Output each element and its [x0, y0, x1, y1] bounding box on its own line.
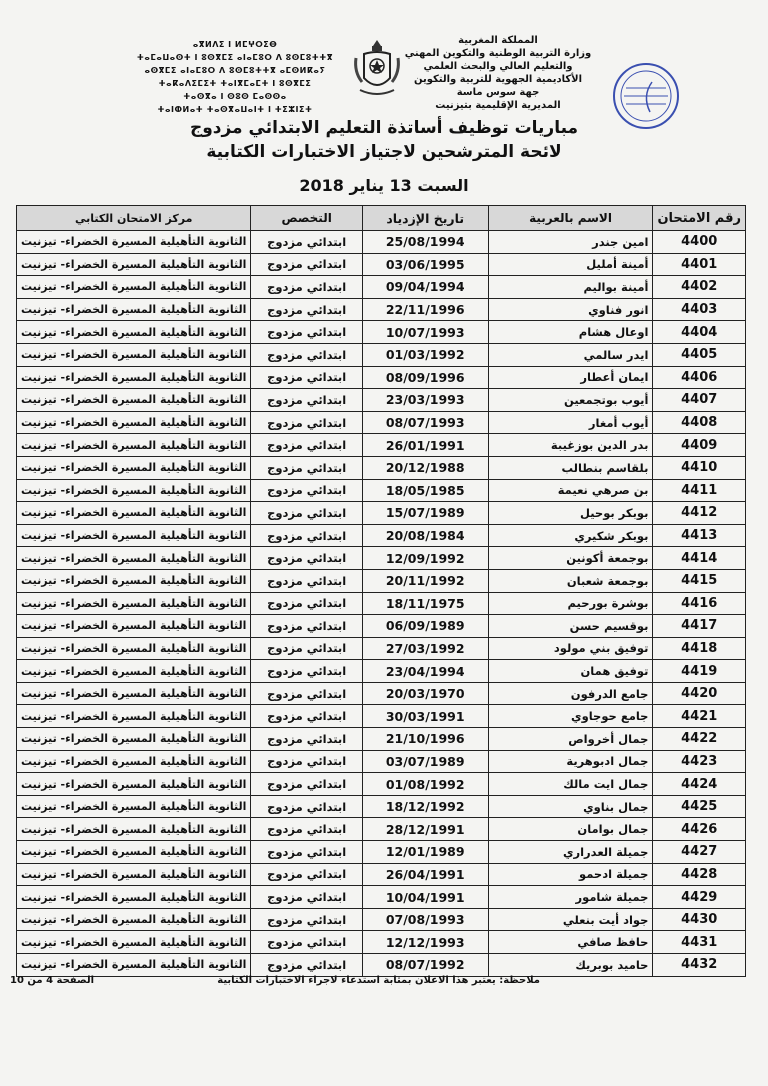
cell-specialty: ابتدائي مزدوج	[251, 682, 362, 705]
cell-specialty: ابتدائي مزدوج	[251, 637, 362, 660]
cell-birth-date: 23/04/1994	[362, 660, 488, 683]
cell-exam-center: الثانوية التأهيلية المسيرة الخضراء- تيزنيت	[17, 795, 251, 818]
cell-birth-date: 09/04/1994	[362, 276, 488, 299]
cell-exam-number: 4415	[653, 569, 746, 592]
table-body	[17, 231, 746, 977]
table-row	[17, 366, 746, 389]
cell-birth-date: 21/10/1996	[362, 728, 488, 751]
cell-exam-number: 4414	[653, 547, 746, 570]
cell-exam-center: الثانوية التأهيلية المسيرة الخضراء- تيزنيت	[17, 411, 251, 434]
cell-specialty: ابتدائي مزدوج	[251, 502, 362, 525]
cell-specialty: ابتدائي مزدوج	[251, 456, 362, 479]
cell-birth-date: 08/07/1992	[362, 954, 488, 977]
cell-exam-number: 4408	[653, 411, 746, 434]
cell-name: جميلة شامور	[488, 886, 653, 909]
cell-exam-center: الثانوية التأهيلية المسيرة الخضراء- تيزنيت	[17, 705, 251, 728]
page-number: الصفحة 4 من 10	[10, 975, 95, 986]
cell-birth-date: 18/12/1992	[362, 795, 488, 818]
cell-name: ايمان أعطار	[488, 366, 653, 389]
cell-specialty: ابتدائي مزدوج	[251, 343, 362, 366]
cell-name: بن صرهي نعيمة	[488, 479, 653, 502]
cell-exam-number: 4406	[653, 366, 746, 389]
cell-name: بوبكر شكيري	[488, 524, 653, 547]
cell-name: جمال أخرواص	[488, 728, 653, 751]
table-row	[17, 660, 746, 683]
table-row	[17, 231, 746, 254]
cell-specialty: ابتدائي مزدوج	[251, 660, 362, 683]
cell-specialty: ابتدائي مزدوج	[251, 389, 362, 412]
table-row	[17, 954, 746, 977]
table-row	[17, 321, 746, 344]
ministry-header-arabic	[388, 34, 608, 112]
cell-exam-center: الثانوية التأهيلية المسيرة الخضراء- تيزنيت	[17, 434, 251, 457]
cell-birth-date: 26/01/1991	[362, 434, 488, 457]
cell-birth-date: 10/04/1991	[362, 886, 488, 909]
table-row	[17, 479, 746, 502]
cell-exam-center: الثانوية التأهيلية المسيرة الخضراء- تيزنيت	[17, 886, 251, 909]
table-row	[17, 411, 746, 434]
cell-exam-center: الثانوية التأهيلية المسيرة الخضراء- تيزنيت	[17, 569, 251, 592]
table-row	[17, 908, 746, 931]
cell-specialty: ابتدائي مزدوج	[251, 321, 362, 344]
cell-birth-date: 03/06/1995	[362, 253, 488, 276]
cell-exam-number: 4420	[653, 682, 746, 705]
cell-exam-center: الثانوية التأهيلية المسيرة الخضراء- تيزنيت	[17, 321, 251, 344]
cell-exam-number: 4425	[653, 795, 746, 818]
cell-name: حاميد بوبريك	[488, 954, 653, 977]
table-row	[17, 818, 746, 841]
cell-specialty: ابتدائي مزدوج	[251, 231, 362, 254]
table-row	[17, 592, 746, 615]
cell-specialty: ابتدائي مزدوج	[251, 841, 362, 864]
cell-name: جمال بوامان	[488, 818, 653, 841]
table-row	[17, 705, 746, 728]
cell-birth-date: 22/11/1996	[362, 298, 488, 321]
cell-exam-number: 4430	[653, 908, 746, 931]
table-row	[17, 276, 746, 299]
table-row	[17, 502, 746, 525]
table-row	[17, 547, 746, 570]
cell-exam-center: الثانوية التأهيلية المسيرة الخضراء- تيزنيت	[17, 773, 251, 796]
cell-birth-date: 20/12/1988	[362, 456, 488, 479]
cell-exam-number: 4403	[653, 298, 746, 321]
cell-specialty: ابتدائي مزدوج	[251, 818, 362, 841]
cell-exam-number: 4410	[653, 456, 746, 479]
document-title: مباريات توظيف أساتذة التعليم الابتدائي مزدوج	[189, 118, 579, 138]
cell-exam-number: 4426	[653, 818, 746, 841]
cell-exam-number: 4427	[653, 841, 746, 864]
moroccan-coat-of-arms-icon	[352, 38, 402, 102]
cell-birth-date: 28/12/1991	[362, 818, 488, 841]
cell-name: جميلة العدراري	[488, 841, 653, 864]
cell-exam-center: الثانوية التأهيلية المسيرة الخضراء- تيزنيت	[17, 615, 251, 638]
footer-note: ملاحظة: يعتبر هذا الاعلان بمثابة استدعاء لاجراء الاختبارات الكتابية	[217, 975, 540, 986]
cell-birth-date: 20/03/1970	[362, 682, 488, 705]
cell-exam-number: 4401	[653, 253, 746, 276]
header-arabic-line: الأكاديمية الجهوية للتربية والتكوين	[413, 74, 583, 85]
cell-birth-date: 26/04/1991	[362, 863, 488, 886]
cell-exam-center: الثانوية التأهيلية المسيرة الخضراء- تيزنيت	[17, 728, 251, 751]
cell-specialty: ابتدائي مزدوج	[251, 524, 362, 547]
table-row	[17, 773, 746, 796]
cell-birth-date: 23/03/1993	[362, 389, 488, 412]
candidates-table-wrapper	[16, 205, 746, 977]
cell-exam-center: الثانوية التأهيلية المسيرة الخضراء- تيزنيت	[17, 592, 251, 615]
cell-specialty: ابتدائي مزدوج	[251, 411, 362, 434]
header-tifinagh-line: ⵜⴰⵏⵀⵍⴰⵜ ⵜⴰⵙⴳⴰⵡⴰⵏⵜ ⵏ ⵜⵉⵣⵏⵉⵜ	[157, 105, 313, 114]
cell-exam-center: الثانوية التأهيلية المسيرة الخضراء- تيزنيت	[17, 253, 251, 276]
cell-birth-date: 25/08/1994	[362, 231, 488, 254]
cell-exam-center: الثانوية التأهيلية المسيرة الخضراء- تيزنيت	[17, 231, 251, 254]
cell-name: جامع حوجاوي	[488, 705, 653, 728]
cell-birth-date: 12/09/1992	[362, 547, 488, 570]
cell-name: ايدر سالمي	[488, 343, 653, 366]
header-arabic-line: والتعليم العالي والبحث العلمي	[423, 61, 573, 72]
cell-specialty: ابتدائي مزدوج	[251, 276, 362, 299]
cell-exam-number: 4419	[653, 660, 746, 683]
cell-exam-center: الثانوية التأهيلية المسيرة الخضراء- تيزنيت	[17, 547, 251, 570]
cell-exam-center: الثانوية التأهيلية المسيرة الخضراء- تيزنيت	[17, 908, 251, 931]
cell-exam-center: الثانوية التأهيلية المسيرة الخضراء- تيزنيت	[17, 298, 251, 321]
cell-exam-number: 4432	[653, 954, 746, 977]
cell-exam-number: 4412	[653, 502, 746, 525]
cell-exam-center: الثانوية التأهيلية المسيرة الخضراء- تيزنيت	[17, 750, 251, 773]
cell-exam-center: الثانوية التأهيلية المسيرة الخضراء- تيزنيت	[17, 524, 251, 547]
table-row	[17, 886, 746, 909]
cell-specialty: ابتدائي مزدوج	[251, 547, 362, 570]
table-row	[17, 434, 746, 457]
cell-birth-date: 07/08/1993	[362, 908, 488, 931]
cell-name: بوقسيم حسن	[488, 615, 653, 638]
table-row	[17, 682, 746, 705]
cell-specialty: ابتدائي مزدوج	[251, 298, 362, 321]
table-row	[17, 728, 746, 751]
cell-name: انور فناوي	[488, 298, 653, 321]
header-arabic-line: وزارة التربية الوطنية والتكوين المهني	[404, 48, 592, 59]
cell-name: جواد أيت بنعلي	[488, 908, 653, 931]
cell-specialty: ابتدائي مزدوج	[251, 366, 362, 389]
cell-exam-center: الثانوية التأهيلية المسيرة الخضراء- تيزنيت	[17, 456, 251, 479]
document-subtitle: لائحة المترشحين لاجتياز الاختبارات الكتابية	[206, 142, 562, 162]
cell-exam-number: 4404	[653, 321, 746, 344]
cell-exam-number: 4424	[653, 773, 746, 796]
cell-exam-number: 4409	[653, 434, 746, 457]
header-tifinagh-line: ⵜⴰⵙⴳⴰ ⵏ ⵙⵓⵙ ⵎⴰⵙⵙⴰ	[183, 92, 287, 101]
cell-exam-center: الثانوية التأهيلية المسيرة الخضراء- تيزنيت	[17, 863, 251, 886]
cell-name: جامع الدرفون	[488, 682, 653, 705]
cell-exam-center: الثانوية التأهيلية المسيرة الخضراء- تيزنيت	[17, 479, 251, 502]
cell-name: اوعال هشام	[488, 321, 653, 344]
cell-exam-number: 4428	[653, 863, 746, 886]
cell-birth-date: 03/07/1989	[362, 750, 488, 773]
cell-birth-date: 08/09/1996	[362, 366, 488, 389]
cell-specialty: ابتدائي مزدوج	[251, 434, 362, 457]
table-row	[17, 569, 746, 592]
cell-name: أيوب بوتجمعين	[488, 389, 653, 412]
table-row	[17, 456, 746, 479]
cell-birth-date: 18/05/1985	[362, 479, 488, 502]
header-specialty: التخصص	[251, 206, 362, 231]
cell-exam-number: 4405	[653, 343, 746, 366]
header-arabic-line: المملكة المغربية	[458, 35, 538, 46]
header-tifinagh-line: ⵜⴰⴽⴰⴷⵉⵎⵉⵜ ⵜⴰⵏⴳⵎⴰⵎⵜ ⵏ ⵓⵙⴳⵎⵉ	[158, 79, 312, 88]
cell-exam-number: 4416	[653, 592, 746, 615]
header-birth-date: تاريخ الإزدياد	[362, 206, 488, 231]
cell-specialty: ابتدائي مزدوج	[251, 615, 362, 638]
cell-exam-center: الثانوية التأهيلية المسيرة الخضراء- تيزنيت	[17, 366, 251, 389]
cell-specialty: ابتدائي مزدوج	[251, 908, 362, 931]
cell-name: جمال ادبوهرية	[488, 750, 653, 773]
cell-name: جميلة ادحمو	[488, 863, 653, 886]
cell-name: بوجمعة أكونين	[488, 547, 653, 570]
cell-exam-number: 4422	[653, 728, 746, 751]
cell-exam-number: 4402	[653, 276, 746, 299]
cell-exam-center: الثانوية التأهيلية المسيرة الخضراء- تيزنيت	[17, 682, 251, 705]
cell-name: توفيق بني مولود	[488, 637, 653, 660]
cell-name: أيوب أمغار	[488, 411, 653, 434]
header-tifinagh-line: ⵜⴰⵎⴰⵡⴰⵙⵜ ⵏ ⵓⵙⴳⵎⵉ ⴰⵏⴰⵎⵓⵔ ⴷ ⵓⵙⵎⵓⵜⵜⴳ	[136, 53, 334, 62]
cell-exam-number: 4417	[653, 615, 746, 638]
cell-specialty: ابتدائي مزدوج	[251, 479, 362, 502]
header-tifinagh-line: ⴰⴳⵍⴷⵉ ⵏ ⵍⵎⵖⵔⵉⴱ	[192, 40, 278, 49]
cell-specialty: ابتدائي مزدوج	[251, 728, 362, 751]
cell-birth-date: 27/03/1992	[362, 637, 488, 660]
cell-specialty: ابتدائي مزدوج	[251, 863, 362, 886]
table-row	[17, 795, 746, 818]
cell-specialty: ابتدائي مزدوج	[251, 592, 362, 615]
header-exam-number: رقم الامتحان	[653, 206, 746, 231]
cell-birth-date: 06/09/1989	[362, 615, 488, 638]
cell-exam-center: الثانوية التأهيلية المسيرة الخضراء- تيزنيت	[17, 502, 251, 525]
cell-birth-date: 08/07/1993	[362, 411, 488, 434]
ministry-header-tifinagh	[120, 38, 350, 116]
cell-birth-date: 12/12/1993	[362, 931, 488, 954]
cell-birth-date: 10/07/1993	[362, 321, 488, 344]
table-row	[17, 637, 746, 660]
cell-exam-number: 4400	[653, 231, 746, 254]
table-row	[17, 750, 746, 773]
cell-exam-center: الثانوية التأهيلية المسيرة الخضراء- تيزنيت	[17, 343, 251, 366]
cell-specialty: ابتدائي مزدوج	[251, 750, 362, 773]
cell-birth-date: 01/03/1992	[362, 343, 488, 366]
header-tifinagh-line: ⴰⵙⴳⵎⵉ ⴰⵏⴰⵎⵓⵔ ⴷ ⵓⵙⵎⵓⵜⵜⴳ ⴰⵎⵙⵍⴽⴰⵢ	[144, 66, 326, 75]
cell-name: جمال ايت مالك	[488, 773, 653, 796]
cell-name: جمال بناوي	[488, 795, 653, 818]
cell-name: بوشرة بورحيم	[488, 592, 653, 615]
table-row	[17, 253, 746, 276]
cell-specialty: ابتدائي مزدوج	[251, 773, 362, 796]
cell-exam-number: 4413	[653, 524, 746, 547]
exam-date: السبت 13 يناير 2018	[299, 176, 469, 195]
cell-exam-center: الثانوية التأهيلية المسيرة الخضراء- تيزنيت	[17, 389, 251, 412]
cell-exam-center: الثانوية التأهيلية المسيرة الخضراء- تيزنيت	[17, 841, 251, 864]
cell-name: بلقاسم بنطالب	[488, 456, 653, 479]
cell-specialty: ابتدائي مزدوج	[251, 795, 362, 818]
cell-birth-date: 01/08/1992	[362, 773, 488, 796]
cell-exam-center: الثانوية التأهيلية المسيرة الخضراء- تيزنيت	[17, 954, 251, 977]
cell-name: حافظ صافي	[488, 931, 653, 954]
cell-exam-number: 4411	[653, 479, 746, 502]
cell-name: أمينة أمليل	[488, 253, 653, 276]
cell-specialty: ابتدائي مزدوج	[251, 253, 362, 276]
cell-specialty: ابتدائي مزدوج	[251, 886, 362, 909]
table-row	[17, 343, 746, 366]
cell-specialty: ابتدائي مزدوج	[251, 931, 362, 954]
cell-exam-center: الثانوية التأهيلية المسيرة الخضراء- تيزنيت	[17, 660, 251, 683]
header-name: الاسم بالعربية	[488, 206, 653, 231]
cell-exam-number: 4429	[653, 886, 746, 909]
cell-exam-number: 4431	[653, 931, 746, 954]
candidates-table	[16, 205, 746, 977]
cell-birth-date: 18/11/1975	[362, 592, 488, 615]
table-row	[17, 389, 746, 412]
cell-exam-center: الثانوية التأهيلية المسيرة الخضراء- تيزنيت	[17, 818, 251, 841]
cell-exam-center: الثانوية التأهيلية المسيرة الخضراء- تيزنيت	[17, 276, 251, 299]
cell-birth-date: 20/11/1992	[362, 569, 488, 592]
cell-exam-center: الثانوية التأهيلية المسيرة الخضراء- تيزنيت	[17, 931, 251, 954]
cell-name: توفيق همان	[488, 660, 653, 683]
table-row	[17, 298, 746, 321]
header-arabic-line: المديرية الإقليمية بتيزنيت	[435, 100, 561, 111]
table-header-row	[17, 206, 746, 231]
cell-name: أمينة بواليم	[488, 276, 653, 299]
cell-exam-number: 4423	[653, 750, 746, 773]
table-row	[17, 863, 746, 886]
header-arabic-line: جهة سوس ماسة	[456, 87, 540, 98]
cell-birth-date: 12/01/1989	[362, 841, 488, 864]
table-row	[17, 931, 746, 954]
cell-name: بدر الدين بوزغيبة	[488, 434, 653, 457]
table-row	[17, 841, 746, 864]
cell-specialty: ابتدائي مزدوج	[251, 705, 362, 728]
header-exam-center: مركز الامتحان الكتابي	[17, 206, 251, 231]
cell-birth-date: 30/03/1991	[362, 705, 488, 728]
cell-exam-number: 4421	[653, 705, 746, 728]
cell-name: امين جندر	[488, 231, 653, 254]
cell-name: بوبكر بوحيل	[488, 502, 653, 525]
table-row	[17, 615, 746, 638]
cell-name: بوجمعة شعبان	[488, 569, 653, 592]
cell-specialty: ابتدائي مزدوج	[251, 954, 362, 977]
cell-birth-date: 20/08/1984	[362, 524, 488, 547]
cell-exam-number: 4418	[653, 637, 746, 660]
cell-exam-center: الثانوية التأهيلية المسيرة الخضراء- تيزنيت	[17, 637, 251, 660]
cell-specialty: ابتدائي مزدوج	[251, 569, 362, 592]
cell-birth-date: 15/07/1989	[362, 502, 488, 525]
table-row	[17, 524, 746, 547]
cell-exam-number: 4407	[653, 389, 746, 412]
